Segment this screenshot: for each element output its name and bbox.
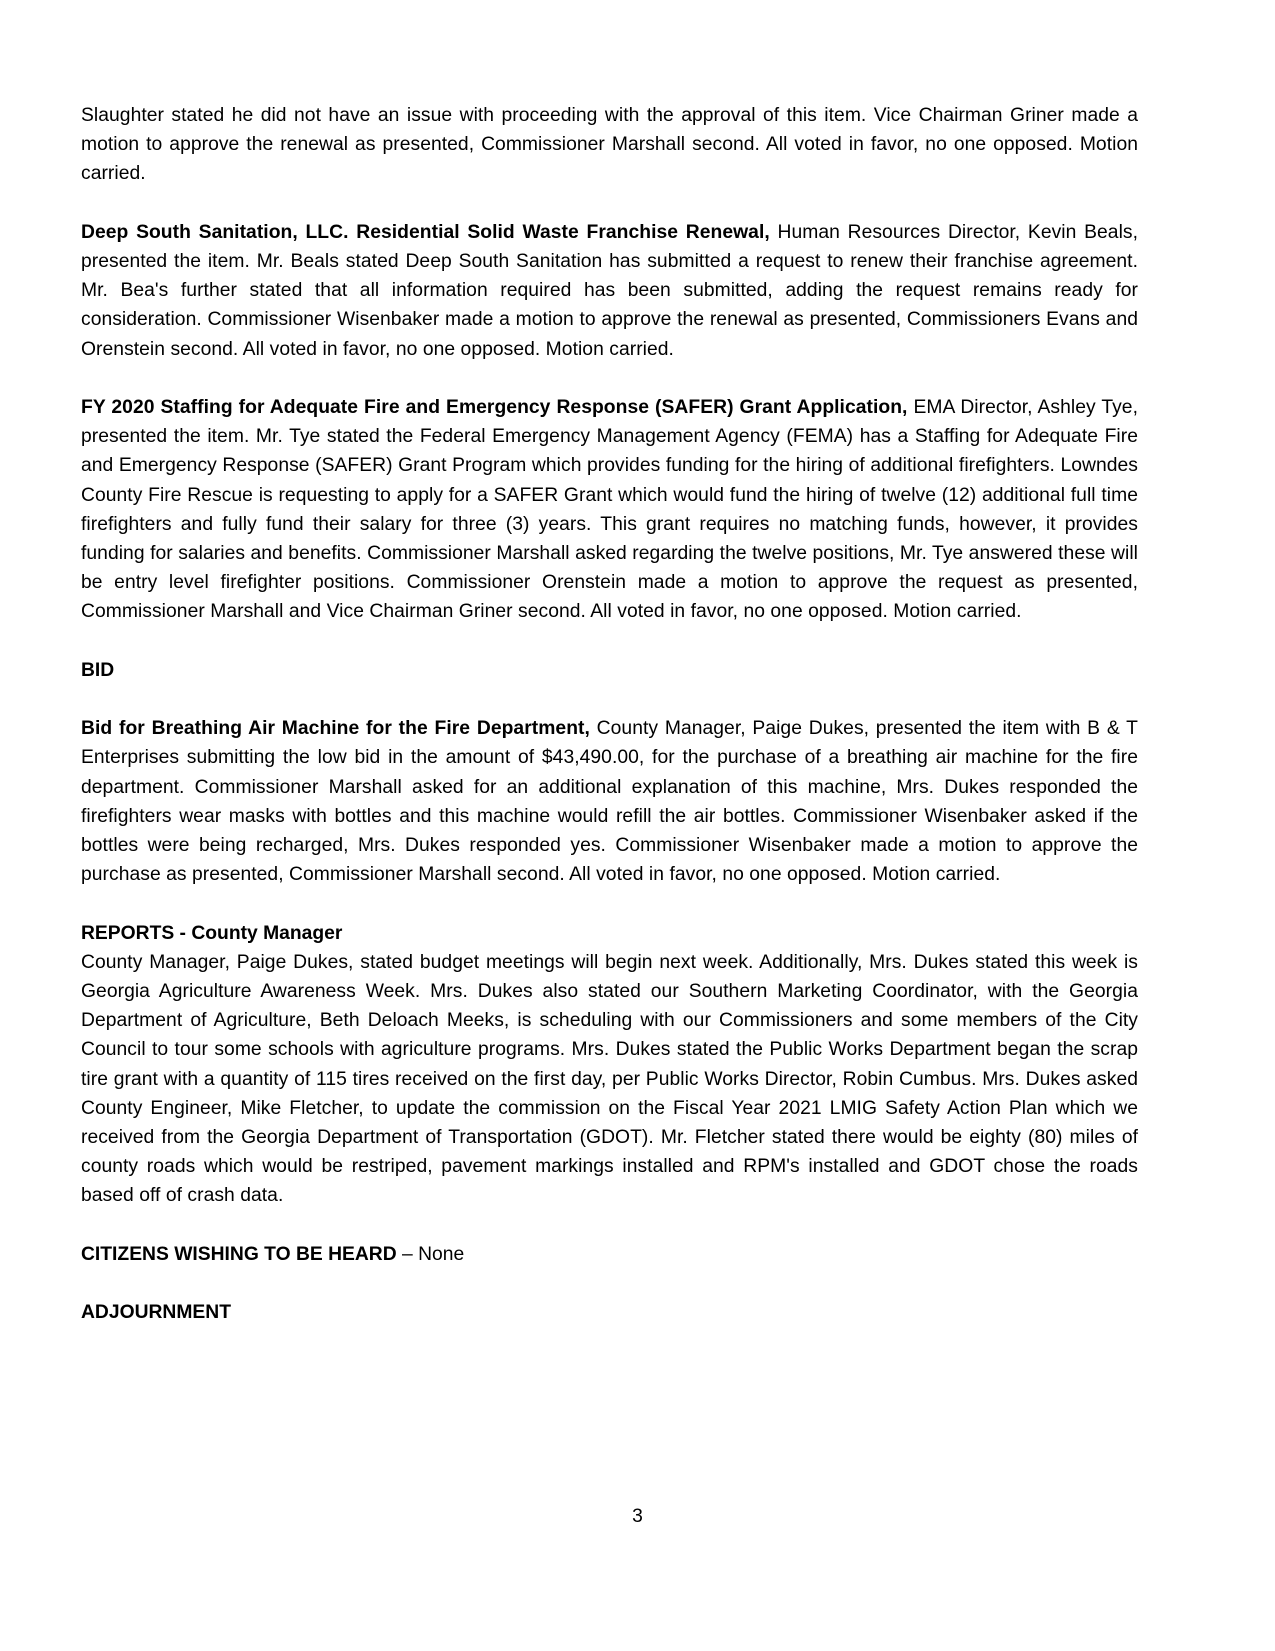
citizens-heading-value: – None [396,1243,465,1265]
paragraph-spacer [81,685,1138,714]
citizens-heading-label: CITIZENS WISHING TO BE HEARD [81,1243,397,1265]
document-body [81,101,1138,1327]
paragraph-spacer [81,1269,1138,1298]
paragraph-spacer [81,889,1138,918]
paragraph-spacer [81,364,1138,393]
paragraph-continuation: Slaughter stated he did not have an issue with proceeding with the approval of this item. Vice Chairman Griner made a motion to approve the renewal as presented, Commissioner Marshall second. All voted in favor, no one opposed. Motion carried. [81,105,1138,185]
runin-heading-safer-grant: FY 2020 Staffing for Adequate Fire and Emergency Response (SAFER) Grant Application, [81,397,908,418]
paragraph-text-safer-grant: EMA Director, Ashley Tye, presented the item. Mr. Tye stated the Federal Emergency Management Agency (FEMA) has a Staffing for Adequate Fire and Emergency Response (SAFER) Grant Program which provides funding for the hiring of additional firefighters. Lowndes County Fire Rescue is requesting to apply for a SAFER Grant which would fund the hiring of twelve (12) additional full time firefighters and fully fund their salary for three (3) years. This grant requires no matching funds, however, it provides funding for salaries and benefits. Commissioner Marshall asked regarding the twelve positions, Mr. Tye answered these will be entry level firefighter positions. Commissioner Orenstein made a motion to approve the request as presented, Commissioner Marshall and Vice Chairman Griner second. All voted in favor, no one opposed. Motion carried. [81,397,1138,623]
paragraph-spacer [81,1211,1138,1240]
paragraph-text-breathing-air-machine: County Manager, Paige Dukes, presented the item with B & T Enterprises submitting the low bid in the amount of $43,490.00, for the purchase of a breathing air machine for the fire department. Commissioner Marshall asked for an additional explanation of this machine, Mrs. Dukes responded the firefighters wear masks with bottles and this machine would refill the air bottles. Commissioner Wisenbaker asked if the bottles were being recharged, Mrs. Dukes responded yes. Commissioner Wisenbaker made a motion to approve the purchase as presented, Commissioner Marshall second. All voted in favor, no one opposed. Motion carried. [81,718,1139,886]
paragraph-spacer [81,189,1138,218]
page-number: 3 [632,1506,643,1527]
paragraph-text-deep-south-sanitation: Human Resources Director, Kevin Beals, presented the item. Mr. Beals stated Deep South Sanitation has submitted a request to renew their franchise agreement. Mr. Bea's further stated that all information required has been submitted, adding the request remains ready for consideration. Commissioner Wisenbaker made a motion to approve the renewal as presented, Commissioners Evans and Orenstein second. All voted in favor, no one opposed. Motion carried. [81,221,1138,360]
runin-heading-breathing-air-machine: Bid for Breathing Air Machine for the Fire Department, [81,718,590,740]
paragraph-safer-grant [81,393,1138,627]
paragraph-spacer [81,627,1138,656]
section-heading-reports-county-manager: REPORTS - County Manager [81,922,343,944]
section-heading-citizens-wishing-to-be-heard [81,1240,1138,1269]
paragraph-reports-body: County Manager, Paige Dukes, stated budget meetings will begin next week. Additionally, Mrs. Dukes stated this week is Georgia Agriculture Awareness Week. Mrs. Dukes also stated our Southern Marketing Coordinator, with the Georgia Department of Agriculture, Beth Deloach Meeks, is scheduling with our Commissioners and some members of the City Council to tour some schools with agriculture programs. Mrs. Dukes stated the Public Works Department began the scrap tire grant with a quantity of 115 tires received on the first day, per Public Works Director, Robin Cumbus. Mrs. Dukes asked County Engineer, Mike Fletcher, to update the commission on the Fiscal Year 2021 LMIG Safety Action Plan which we received from the Georgia Department of Transportation (GDOT). Mr. Fletcher stated there would be eighty (80) miles of county roads which would be restriped, pavement markings installed and RPM's installed and GDOT chose the roads based off of crash data. [81,951,1138,1207]
section-heading-bid: BID [81,659,115,681]
section-heading-adjournment: ADJOURNMENT [81,1302,231,1324]
paragraph-deep-south-sanitation [81,218,1138,364]
runin-heading-deep-south-sanitation: Deep South Sanitation, LLC. Residential Solid Waste Franchise Renewal, [81,221,770,243]
paragraph-breathing-air-machine-bid [81,714,1138,889]
